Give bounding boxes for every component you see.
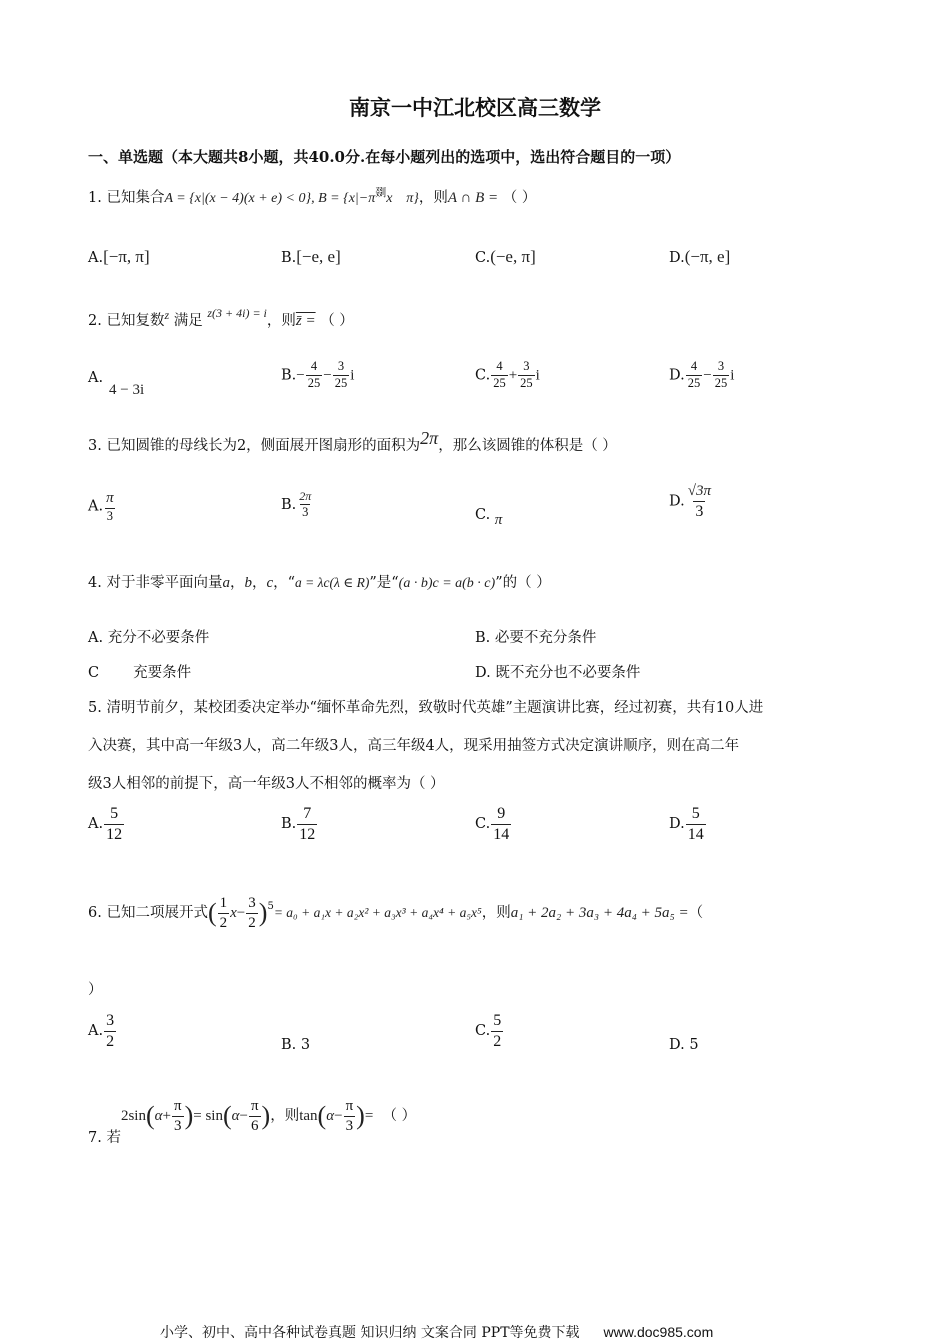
question-6-wrap: ） xyxy=(88,982,103,998)
question-1-stem: 1. 已知集合A = {x|(x − 4)(x + e) < 0}, $B = \{x|-\pi^剟x$ π}，则A ∩ B = （ ） xyxy=(88,187,537,206)
question-6-stem: 6. 已知二项展开式( $\frac{1}{2}$ x− $\frac{3}{2}$ )$^5$= a₀ + a₁x + a₂x² + a₃x³ + a₄x⁴ + a₅x⁵，则a₁ + 2a₂ + 3a₃ + 4a₄ + 5a₅ =（ xyxy=(88,895,704,931)
question-5-option-b[interactable]: B. $\frac{7}{12}$ xyxy=(281,805,316,843)
question-2-option-c[interactable]: C. $\frac{4}{25}$ + $\frac{3}{25}$ i xyxy=(475,359,540,390)
question-1-option-b[interactable]: B.[−e, e] xyxy=(281,247,341,266)
footer-text: 小学、初中、高中各种试卷真题 知识归纳 文案合同 PPT等免费下载 xyxy=(160,1325,580,1341)
question-3-option-b[interactable]: B. $\frac{2\pi}{3}$ xyxy=(281,489,312,520)
question-1-option-c[interactable]: C.(−e, π] xyxy=(475,247,536,266)
footer-url[interactable]: www.doc985.com xyxy=(603,1324,714,1340)
question-1-option-d[interactable]: D.(−π, e] xyxy=(669,247,731,266)
question-5-line-1: 5. 清明节前夕，某校团委决定举办“缅怀革命先烈，致敬时代英雄”主题演讲比赛，经过初赛，共有10人进 xyxy=(88,700,764,716)
question-6-option-a[interactable]: A. $\frac{3}{2}$ xyxy=(88,1012,115,1050)
question-4-option-c[interactable]: C 充要条件 xyxy=(88,665,192,681)
question-5-line-2: 入决赛，其中高一年级3人，高二年级3人，高三年级4人，现采用抽签方式决定演讲顺序，则在高二年 xyxy=(88,738,740,754)
question-5-option-a[interactable]: A. $\frac{5}{12}$ xyxy=(88,805,123,843)
question-7-stem: 7. 若2sin(α+ $\frac{\pi}{3}$ )= sin(α− $\frac{\pi}{6}$ )，则tan(α− $\frac{\pi}{3}$ )= （ ） xyxy=(88,1098,417,1146)
question-6-option-d[interactable]: D. 5 xyxy=(669,1037,699,1053)
section-heading: 一、单选题（本大题共8小题，共40.0分.在每小题列出的选项中，选出符合题目的一项） xyxy=(88,148,681,166)
question-3-option-d[interactable]: D. $\frac{√3\pi}{3}$ xyxy=(669,483,711,520)
question-2-option-d[interactable]: D. $\frac{4}{25}$ − $\frac{3}{25}$ i xyxy=(669,359,735,390)
question-3-option-c[interactable]: C. π xyxy=(475,507,503,528)
question-2-option-a[interactable]: A. 4 − 3i xyxy=(88,370,145,398)
question-1-option-a[interactable]: A.[−π, π] xyxy=(88,247,150,266)
question-5-option-c[interactable]: C. $\frac{9}{14}$ xyxy=(475,805,510,843)
question-2-stem: 2. 已知复数$^z$ 满足 $^{z(3 + 4i) = i}$，则z̄ = （ ） xyxy=(88,306,354,329)
question-5-line-3: 级3人相邻的前提下，高一年级3人不相邻的概率为（ ） xyxy=(88,776,445,792)
question-6-option-c[interactable]: C. $\frac{5}{2}$ xyxy=(475,1012,502,1050)
question-2-option-b[interactable]: B.− $\frac{4}{25}$ − $\frac{3}{25}$ i xyxy=(281,359,355,390)
page-footer xyxy=(160,1322,713,1342)
question-4-option-d[interactable]: D. 既不充分也不必要条件 xyxy=(475,665,641,681)
question-5-option-d[interactable]: D. $\frac{5}{14}$ xyxy=(669,805,704,843)
page-title: 南京一中江北校区高三数学 xyxy=(349,95,601,120)
question-4-option-a[interactable]: A. 充分不必要条件 xyxy=(88,630,210,646)
question-6-option-b[interactable]: B. 3 xyxy=(281,1037,311,1053)
question-4-option-b[interactable]: B. 必要不充分条件 xyxy=(475,630,597,646)
question-3-stem: 3. 已知圆锥的母线长为2，侧面展开图扇形的面积为2π，那么该圆锥的体积是（ ） xyxy=(88,428,617,454)
question-4-stem: 4. 对于非零平面向量a，b，c，“a = λc(λ ∈ R)”是“(a · b)c = a(b · c)”的（ ） xyxy=(88,575,551,591)
question-3-option-a[interactable]: A. $\frac{\pi}{3}$ xyxy=(88,490,114,523)
